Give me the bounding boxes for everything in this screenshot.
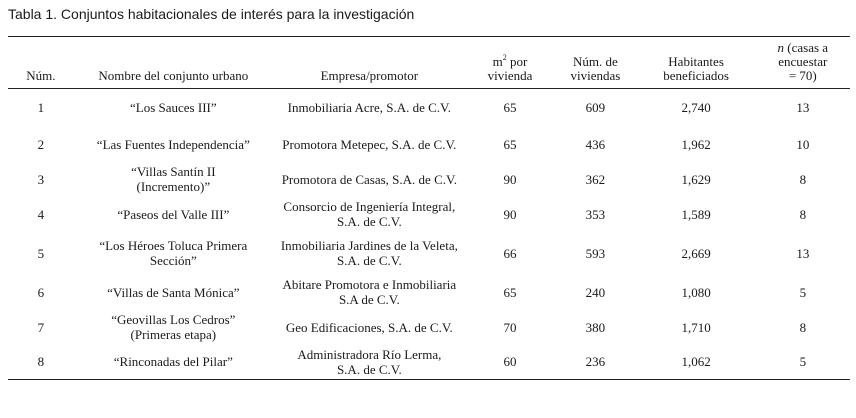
cell-num: 6: [37, 284, 45, 300]
cell-num: 2: [37, 136, 45, 152]
cell-name: “Las Fuentes Independencia”: [96, 136, 250, 152]
cell-m2: 65: [503, 100, 517, 116]
header-n: n (casas a encuestar = 70): [777, 40, 829, 83]
table-row: [8, 310, 850, 345]
cell-n: 8: [799, 171, 807, 187]
cell-name: “Los Héroes Toluca Primera Sección”: [99, 238, 248, 268]
cell-n: 8: [799, 206, 807, 222]
cell-habitantes: 1,589: [681, 206, 711, 222]
cell-habitantes: 1,062: [681, 354, 711, 370]
cell-m2: 90: [503, 171, 517, 187]
cell-empresa: Administradora Río Lerma, S.A. de C.V.: [297, 346, 442, 377]
table-row: [8, 232, 850, 275]
cell-viviendas: 380: [585, 319, 606, 335]
cell-empresa: Inmobiliaria Acre, S.A. de C.V.: [287, 100, 451, 116]
table-header: [8, 37, 850, 89]
cell-viviendas: 236: [585, 354, 606, 370]
cell-habitantes: 1,710: [681, 319, 711, 335]
header-name: Nombre del conjunto urbano: [98, 68, 249, 83]
table-row: [8, 127, 850, 162]
cell-num: 3: [37, 171, 45, 187]
cell-name: “Paseos del Valle III”: [117, 206, 230, 222]
cell-name: “Los Sauces III”: [130, 100, 217, 116]
cell-habitantes: 1,629: [681, 171, 711, 187]
cell-num: 8: [37, 354, 45, 370]
header-habitantes: Habitantes beneficiados: [663, 54, 729, 83]
cell-name: “Rinconadas del Pilar”: [113, 354, 233, 370]
cell-habitantes: 1,080: [681, 284, 711, 300]
table-row: [8, 275, 850, 310]
cell-name: “Villas de Santa Mónica”: [107, 284, 240, 300]
cell-habitantes: 2,669: [681, 245, 711, 261]
table-row: [8, 162, 850, 197]
cell-n: 13: [796, 100, 810, 116]
header-viviendas: Núm. de viviendas: [570, 54, 621, 83]
cell-m2: 70: [503, 319, 517, 335]
header-row: [8, 37, 850, 89]
cell-viviendas: 353: [585, 206, 606, 222]
header-m2: $m^2$ por vivienda: [487, 52, 533, 83]
cell-empresa: Inmobiliaria Jardines de la Veleta, S.A. de C.V.: [280, 238, 458, 268]
cell-name: “Geovillas Los Cedros” (Primeras etapa): [111, 312, 236, 342]
cell-viviendas: 240: [585, 284, 606, 300]
cell-m2: 60: [503, 354, 517, 370]
cell-n: 13: [796, 245, 810, 261]
cell-empresa: Consorcio de Ingeniería Integral, S.A. de C.V.: [283, 199, 456, 229]
cell-empresa: Abitare Promotora e Inmobiliaria S.A de C.V.: [282, 277, 457, 307]
cell-m2: 66: [503, 245, 517, 261]
header-num: Núm.: [26, 68, 56, 83]
table-row: [8, 345, 850, 380]
cell-habitantes: 2,740: [681, 100, 711, 116]
cell-num: 4: [37, 206, 45, 222]
header-empresa: Empresa/promotor: [320, 68, 419, 83]
cell-empresa: Promotora de Casas, S.A. de C.V.: [281, 171, 457, 187]
cell-num: 5: [37, 245, 45, 261]
table-row: [8, 89, 850, 127]
cell-n: 10: [796, 136, 810, 152]
cell-n: 5: [799, 284, 807, 300]
cell-m2: 65: [503, 136, 517, 152]
cell-name: “Villas Santín II (Incremento)”: [131, 164, 216, 194]
cell-num: 7: [37, 319, 45, 335]
cell-empresa: Geo Edificaciones, S.A. de C.V.: [285, 319, 453, 335]
housing-table: [8, 36, 850, 380]
cell-n: 8: [799, 319, 807, 335]
cell-habitantes: 1,962: [681, 136, 711, 152]
table-body: [8, 89, 850, 380]
cell-m2: 90: [503, 206, 517, 222]
cell-viviendas: 362: [585, 171, 606, 187]
table-caption: Tabla 1. Conjuntos habitacionales de interés para la investigación: [8, 6, 415, 22]
cell-n: 5: [799, 354, 807, 370]
cell-viviendas: 593: [585, 245, 606, 261]
cell-num: 1: [37, 100, 45, 116]
cell-viviendas: 609: [585, 100, 606, 116]
table-row: [8, 197, 850, 232]
cell-empresa: Promotora Metepec, S.A. de C.V.: [282, 136, 457, 152]
cell-viviendas: 436: [585, 136, 606, 152]
cell-m2: 65: [503, 284, 517, 300]
